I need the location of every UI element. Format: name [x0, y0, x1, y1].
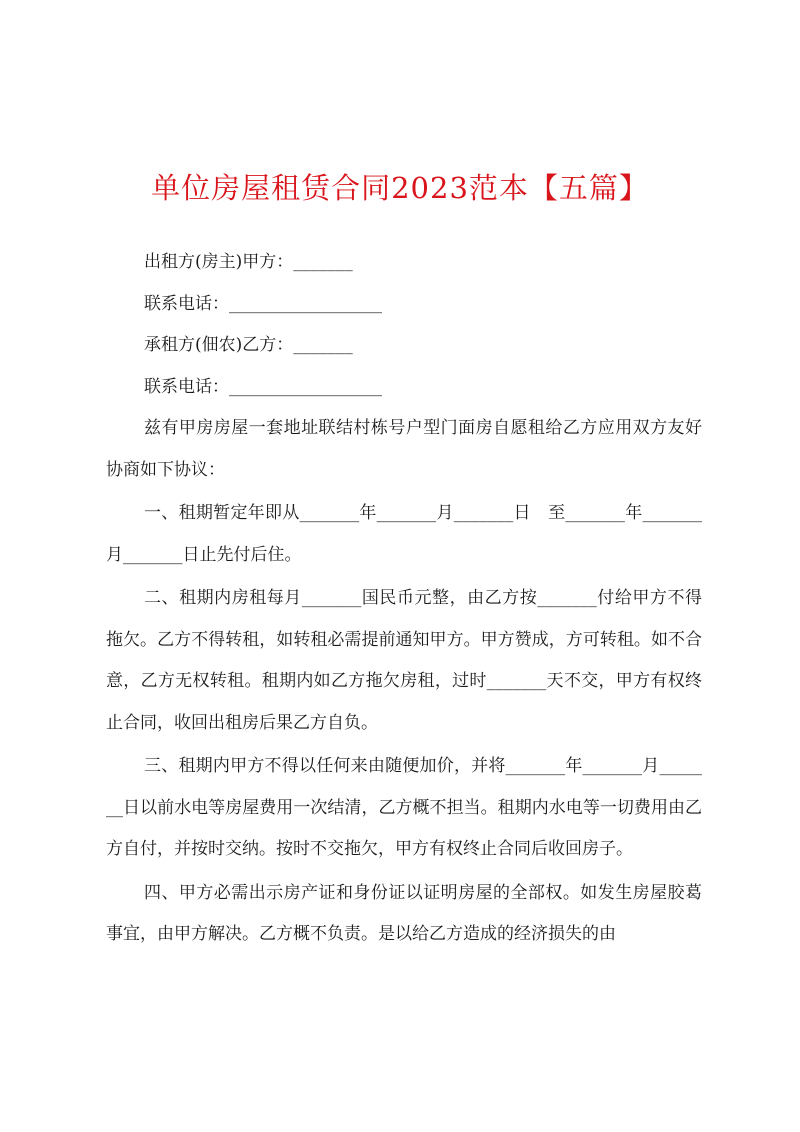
clause-1-paragraph: 一、租期暂定年即从_______年_______月_______日 至_______年_______月_______日止先付后住。 — [106, 503, 702, 565]
lessee-field: 承租方(佃农)乙方：_______ — [144, 335, 353, 355]
lessor-field: 出租方(房主)甲方：_______ — [144, 252, 353, 272]
document-body — [106, 242, 702, 956]
document-title: 单位房屋租赁合同2023范本【五篇】 — [151, 171, 649, 205]
lessor-phone-field: 联系电话：__________________ — [144, 293, 382, 314]
lessee-phone-field: 联系电话：__________________ — [144, 376, 382, 397]
clause-3-paragraph: 三、租期内甲方不得以任何来由随便加价，并将_______年_______月_______日以前水电等房屋费用一次结清，乙方概不担当。租期内水电等一切费用由乙方自付，并按时交纳。按时不交拖欠，甲方有权终止合同后收回房子。 — [106, 756, 702, 859]
intro-paragraph: 兹有甲房房屋一套地址联结村栋号户型门面房自愿租给乙方应用双方友好协商如下协议： — [106, 418, 702, 480]
clause-4-paragraph: 四、甲方必需出示房产证和身份证以证明房屋的全部权。如发生房屋胶葛事宜，由甲方解决。乙方概不负责。是以给乙方造成的经济损失的由 — [106, 882, 702, 944]
clause-2-paragraph: 二、租期内房租每月_______国民币元整，由乙方按_______付给甲方不得拖欠。乙方不得转租，如转租必需提前通知甲方。甲方赞成，方可转租。如不合意，乙方无权转租。租期内如乙方拖欠房租，过时_______天不交，甲方有权终止合同，收回出租房后果乙方自负。 — [106, 588, 702, 733]
